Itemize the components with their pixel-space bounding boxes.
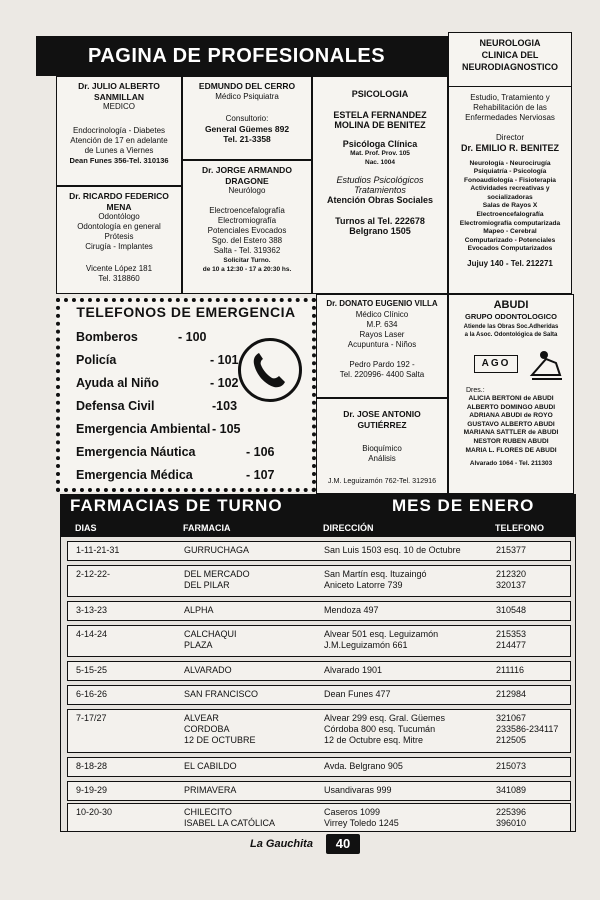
abudi-doctor: MARIA L. FLORES DE ABUDI (465, 446, 557, 454)
sanmillan-line: Endocrinología - Diabetes (72, 126, 166, 135)
abudi-dres-label: Dres.: (466, 386, 485, 394)
row-days: 10-20-30 (76, 807, 113, 817)
neuro-director-name: Dr. EMILIO R. BENITEZ (460, 143, 559, 153)
neuro-desc-1: Estudio, Tratamiento y (470, 93, 550, 102)
page-number: 40 (326, 834, 360, 854)
villa-line: Médico Clínico (355, 309, 409, 319)
row-days: 5-15-25 (76, 665, 108, 675)
neuro-address: Jujuy 140 - Tel. 212271 (467, 259, 553, 269)
table-row (67, 803, 571, 831)
neuro-title-3: NEURODIAGNOSTICO (461, 62, 558, 72)
pharmacies-table (60, 518, 576, 832)
abudi-line: a la Asoc. Odontológica de Salta (464, 331, 558, 338)
psicologia-name-2: MOLINA DE BENITEZ (334, 120, 426, 130)
psicologia-ad (312, 76, 448, 294)
abudi-name: ABUDI (493, 299, 529, 311)
villa-line: M.P. 634 (366, 319, 398, 329)
villa-line: Acupuntura - Niños (347, 339, 417, 349)
abudi-doctor: MARIANA SATTLER de ABUDI (463, 429, 559, 437)
villa-address: Pedro Pardo 192 - (349, 359, 415, 369)
villa-ad (316, 294, 448, 398)
delcerro-title: Médico Psiquiatra (215, 91, 279, 101)
mena-name-1: Dr. RICARDO FEDERICO (69, 191, 169, 201)
delcerro-line: General Güemes 892 (204, 123, 290, 134)
row-phone: 341089 (496, 785, 527, 795)
dragone-line: Sgo. del Estero 388 (211, 236, 283, 245)
psicologia-mat: Nac. 1004 (365, 159, 395, 166)
page-footer (0, 834, 600, 856)
pharmacies-month: MES DE ENERO (392, 496, 535, 515)
abudi-ad (448, 294, 574, 494)
neuro-service: Salas de Rayos X (482, 202, 538, 210)
psicologia-turnos: Turnos al Tel. 222678 (335, 215, 425, 226)
delcerro-line: Consultorio: (225, 113, 269, 123)
sanmillan-line: Atención de 17 en adelante (70, 136, 168, 145)
row-address: 12 de Octubre esq. Mitre (324, 735, 424, 745)
row-pharmacy: ALVEAR (184, 713, 219, 723)
pharmacies-title: FARMACIAS DE TURNO (70, 496, 283, 515)
mena-line: Cirugía - Implantes (85, 242, 153, 251)
mena-address: Tel. 318860 (98, 274, 140, 283)
page-title: PAGINA DE PROFESIONALES (36, 36, 448, 76)
row-pharmacy: PRIMAVERA (184, 785, 237, 795)
table-row (67, 757, 571, 777)
emergency-title: TELEFONOS DE EMERGENCIA (76, 304, 296, 320)
abudi-doctor: ALICIA BERTONI de ABUDI (468, 395, 554, 402)
mena-line: Odontología en general (77, 222, 161, 231)
col-days: DIAS (75, 523, 97, 533)
emergency-label: Bomberos (76, 330, 138, 344)
abudi-address: Alvarado 1064 - Tel. 211303 (469, 460, 553, 468)
neuro-title-2: CLINICA DEL (481, 50, 539, 60)
neuro-service: Fonoaudiología - Fisioterapia (464, 176, 556, 184)
psicologia-name-1: ESTELA FERNANDEZ (333, 109, 427, 120)
pharmacies-header (60, 494, 576, 518)
abudi-line: Atiende las Obras Soc.Adheridas (463, 323, 559, 330)
dragone-ad (182, 160, 312, 294)
neuro-service: Actividades recreativas y (470, 185, 550, 193)
table-row (67, 685, 571, 705)
psicologia-studies: Estudios Psicológicos (336, 175, 424, 185)
dragone-name-1: Dr. JORGE ARMANDO (202, 165, 292, 175)
abudi-doctor: GUSTAVO ALBERTO ABUDI (467, 420, 555, 428)
row-pharmacy: PLAZA (184, 640, 213, 650)
row-phone: 212984 (496, 689, 527, 699)
emergency-number: - 106 (246, 445, 275, 459)
row-address: Mendoza 497 (324, 605, 379, 615)
row-address: Aniceto Latorre 739 (324, 580, 403, 590)
dragone-line: Salta - Tel. 319362 (213, 246, 281, 255)
mena-ad (56, 186, 182, 294)
row-pharmacy: DEL PILAR (184, 580, 230, 590)
sanmillan-title: MEDICO (103, 102, 135, 111)
neuro-service: Neurología - Neurocirugía (469, 159, 551, 167)
col-phone: TELEFONO (495, 523, 544, 533)
row-address: Alvear 299 esq. Gral. Güemes (324, 713, 446, 723)
row-phone: 233586-234117 (496, 724, 559, 734)
row-pharmacy: CORDOBA (184, 724, 230, 734)
row-address: San Luis 1503 esq. 10 de Octubre (324, 545, 461, 555)
neuro-service: socializadoras (487, 193, 533, 201)
row-address: Córdoba 800 esq. Tucumán (324, 724, 436, 734)
row-phone: 225396 (496, 807, 527, 817)
row-days: 6-16-26 (76, 689, 108, 699)
row-phone: 320137 (496, 580, 527, 590)
gutierrez-ad (316, 398, 448, 494)
emergency-number: -103 (212, 399, 238, 413)
row-pharmacy: EL CABILDO (184, 761, 237, 771)
row-days: 4-14-24 (76, 629, 108, 639)
dental-chair-icon (526, 345, 566, 385)
delcerro-line: Tel. 21-3358 (223, 134, 271, 144)
neurology-clinic-ad (448, 32, 572, 294)
mena-line: Odontólogo (98, 212, 140, 221)
row-phone: 396010 (496, 818, 527, 828)
neuro-desc-2: Rehabilitación de las (473, 103, 547, 112)
emergency-label: Policía (76, 353, 117, 367)
delcerro-ad (182, 76, 312, 160)
row-address: J.M.Leguizamón 661 (324, 640, 408, 650)
emergency-number: - 101 (210, 353, 239, 367)
row-phone: 321067 (496, 713, 527, 723)
emergency-label: Emergencia Ambiental (76, 422, 211, 436)
neuro-desc-3: Enfermedades Nerviosas (465, 113, 555, 122)
emergency-number: - 105 (212, 422, 241, 436)
row-pharmacy: ISABEL LA CATÓLICA (184, 818, 276, 828)
gutierrez-line: Bioquímico (362, 444, 402, 453)
dragone-title: Neurólogo (228, 186, 266, 195)
col-address: DIRECCIÓN (323, 523, 374, 533)
psicologia-studies: Tratamientos (354, 185, 406, 195)
delcerro-name: EDMUNDO DEL CERRO (198, 81, 296, 91)
abudi-logo-area (452, 343, 570, 387)
sanmillan-ad (56, 76, 182, 186)
row-pharmacy: GURRUCHAGA (184, 545, 250, 555)
row-phone: 211116 (496, 665, 525, 675)
neuro-director-label: Director (495, 133, 524, 142)
neuro-service: Electroencefalografía (476, 211, 544, 219)
row-address: San Martín esq. Ituzaingó (324, 569, 427, 579)
row-pharmacy: DEL MERCADO (184, 569, 250, 579)
abudi-logo: AGO (474, 355, 518, 373)
row-days: 7-17/27 (76, 713, 107, 723)
neuro-service: Psiquiatría - Psicología (473, 168, 547, 176)
dragone-line: Potenciales Evocados (207, 226, 287, 235)
mena-name-2: MENA (106, 201, 132, 212)
row-address: Dean Funes 477 (324, 689, 391, 699)
emergency-number: - 102 (210, 376, 239, 390)
row-days: 1-11-21-31 (76, 545, 120, 555)
row-days: 9-19-29 (76, 785, 108, 795)
row-pharmacy: ALPHA (184, 605, 214, 615)
emergency-label: Emergencia Médica (76, 468, 193, 482)
pharmacies-columns (61, 519, 575, 537)
telephone-icon (238, 338, 302, 402)
row-phone: 215353 (496, 629, 527, 639)
row-pharmacy: SAN FRANCISCO (184, 689, 259, 699)
row-phone: 310548 (496, 605, 527, 615)
psicologia-attention: Atención Obras Sociales (326, 195, 434, 205)
table-row (67, 625, 571, 657)
neuro-service: Computarizado - Potenciales (464, 236, 556, 244)
neuro-service: Evocados Computarizados (467, 245, 553, 253)
row-phone: 212505 (496, 735, 527, 745)
sanmillan-name-2: SANMILLAN (93, 91, 145, 102)
sanmillan-line: de Lunes a Viernes (84, 146, 154, 155)
mena-line: Prótesis (104, 232, 134, 241)
abudi-doctor: ADRIANA ABUDI de ROYO (469, 412, 553, 420)
gutierrez-name-1: Dr. JOSE ANTONIO (343, 409, 421, 419)
table-row (67, 709, 571, 753)
sanmillan-name-1: Dr. JULIO ALBERTO (78, 81, 160, 91)
row-pharmacy: 12 DE OCTUBRE (184, 735, 256, 745)
row-address: Usandivaras 999 (324, 785, 392, 795)
row-days: 3-13-23 (76, 605, 108, 615)
row-address: Alvear 501 esq. Leguizamón (324, 629, 439, 639)
row-pharmacy: CALCHAQUI (184, 629, 237, 639)
table-row (67, 541, 571, 561)
mena-address: Vicente López 181 (85, 264, 153, 273)
dragone-line: de 10 a 12:30 - 17 a 20:30 hs. (202, 266, 292, 273)
psicologia-header: PSICOLOGIA (351, 89, 409, 99)
emergency-number: - 107 (246, 468, 275, 482)
villa-line: Rayos Laser (359, 329, 405, 339)
emergency-label: Defensa Civil (76, 399, 155, 413)
row-phone: 214477 (496, 640, 527, 650)
gutierrez-name-2: GUTIÉRREZ (357, 419, 407, 430)
row-address: Virrey Toledo 1245 (324, 818, 399, 828)
table-row (67, 565, 571, 597)
row-address: Avda. Belgrano 905 (324, 761, 403, 771)
table-row (67, 661, 571, 681)
villa-address: Tel. 220996- 4400 Salta (339, 369, 425, 379)
row-pharmacy: ALVARADO (184, 665, 232, 675)
villa-name: Dr. DONATO EUGENIO VILLA (326, 299, 438, 308)
row-phone: 215073 (496, 761, 527, 771)
dragone-line: Electromiografía (217, 216, 277, 225)
publication-name: La Gauchita (250, 838, 313, 850)
col-pharmacy: FARMACIA (183, 523, 231, 533)
psicologia-mat: Mat. Prof. Prov. 105 (350, 150, 410, 157)
sanmillan-address: Dean Funes 356-Tel. 310136 (69, 156, 169, 165)
neuro-service: Electromiografía computarizada (459, 219, 561, 227)
row-address: Caseros 1099 (324, 807, 381, 817)
gutierrez-line: Análisis (368, 454, 396, 463)
row-phone: 212320 (496, 569, 527, 579)
dragone-line: Electroencefalografía (209, 206, 285, 215)
abudi-doctor: ALBERTO DOMINGO ABUDI (466, 403, 556, 411)
emergency-label: Ayuda al Niño (76, 376, 159, 390)
psicologia-address: Belgrano 1505 (349, 226, 411, 236)
emergency-number: - 100 (178, 330, 207, 344)
table-row (67, 781, 571, 801)
neuro-title-1: NEUROLOGIA (479, 38, 541, 48)
dragone-line: Solicitar Turno. (223, 257, 271, 264)
neuro-service: Mapeo - Cerebral (483, 228, 537, 236)
row-address: Alvarado 1901 (324, 665, 383, 675)
gutierrez-address: J.M. Leguizamón 762-Tel. 312916 (327, 476, 437, 485)
abudi-subtitle: GRUPO ODONTOLOGICO (465, 312, 557, 321)
dragone-name-2: DRAGONE (225, 175, 269, 186)
abudi-doctor: NESTOR RUBEN ABUDI (473, 437, 549, 445)
table-row (67, 601, 571, 621)
row-phone: 215377 (496, 545, 527, 555)
psicologia-title: Psicóloga Clínica (342, 138, 418, 149)
row-pharmacy: CHILECITO (184, 807, 232, 817)
emergency-label: Emergencia Náutica (76, 445, 196, 459)
neuro-services (452, 160, 568, 255)
row-days: 8-18-28 (76, 761, 108, 771)
row-days: 2-12-22- (76, 569, 111, 579)
